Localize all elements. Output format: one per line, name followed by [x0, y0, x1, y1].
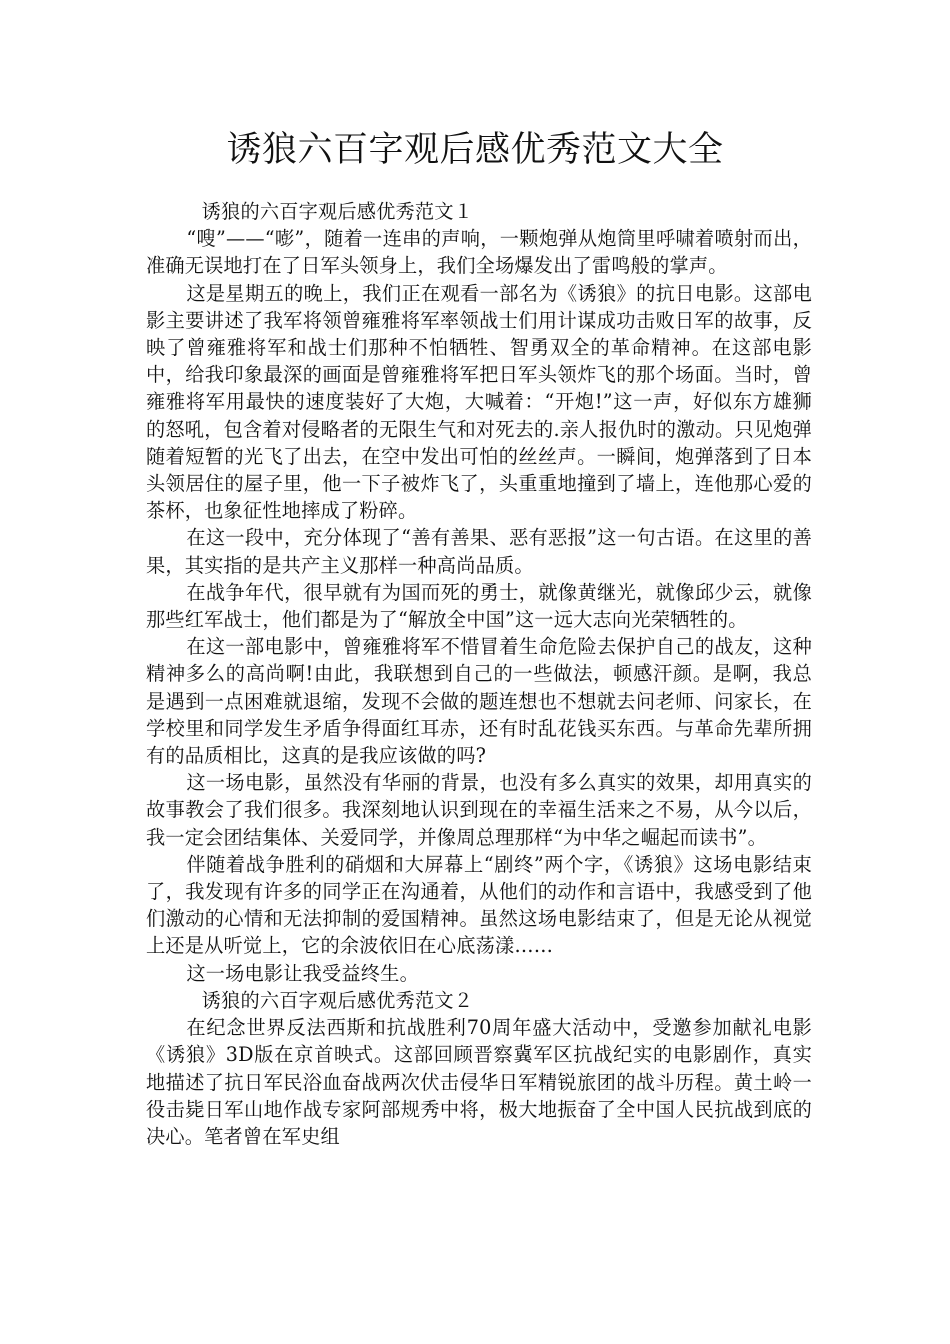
- paragraph-1-5: 在这一部电影中，曾雍雅将军不惜冒着生命危险去保护自己的战友，这种精神多么的高尚啊!由此，我联想到自己的一些做法，顿感汗颜。是啊，我总是遇到一点困难就退缩，发现不会做的题连想也不想就去问老师、问家长，在学校里和同学发生矛盾争得面红耳赤，还有时乱花钱买东西。与革命先辈所拥有的品质相比，这真的是我应该做的吗?: [146, 635, 812, 768]
- paragraph-1-7: 伴随着战争胜利的硝烟和大屏幕上“剧终”两个字，《诱狼》这场电影结束了，我发现有许多的同学正在沟通着，从他们的动作和言语中，我感受到了他们激动的心情和无法抑制的爱国精神。虽然这场电影结束了，但是无论从视觉上还是从听觉上，它的余波依旧在心底荡漾……: [146, 852, 812, 958]
- paragraph-1-1: “嗖”——“嘭”，随着一连串的声响，一颗炮弹从炮筒里呼啸着喷射而出，准确无误地打在了日军头领身上，我们全场爆发出了雷鸣般的掌声。: [146, 227, 812, 278]
- paragraph-1-2: 这是星期五的晚上，我们正在观看一部名为《诱狼》的抗日电影。这部电影主要讲述了我军将领曾雍雅将军率领战士们用计谋成功击败日军的故事，反映了曾雍雅将军和战士们那种不怕牺牲、智勇双全的革命精神。在这部电影中，给我印象最深的画面是曾雍雅将军把日军头领炸飞的那个场面。当时，曾雍雅将军用最快的速度装好了大炮，大喊着：“开炮!”这一声，好似东方雄狮的怒吼，包含着对侵略者的无限生气和对死去的.亲人报仇时的激动。只见炮弹随着短暂的光飞了出去，在空中发出可怕的丝丝声。一瞬间，炮弹落到了日本头领居住的屋子里，他一下子被炸飞了，头重重地撞到了墙上，连他那心爱的茶杯，也象征性地摔成了粉碎。: [146, 281, 812, 523]
- section-heading-2: 诱狼的六百字观后感优秀范文２: [201, 988, 474, 1012]
- page-title: 诱狼六百字观后感优秀范文大全: [226, 130, 724, 170]
- paragraph-1-4: 在战争年代，很早就有为国而死的勇士，就像黄继光，就像邱少云，就像那些红军战士，他们都是为了“解放全中国”这一远大志向光荣牺牲的。: [146, 580, 812, 632]
- paragraph-1-8: 这一场电影让我受益终生。: [186, 961, 419, 985]
- section-heading-1: 诱狼的六百字观后感优秀范文１: [201, 200, 474, 223]
- paragraph-2-1: 在纪念世界反法西斯和抗战胜利70周年盛大活动中，受邀参加献礼电影《诱狼》3D版在京首映式。这部回顾晋察冀军区抗战纪实的电影剧作，真实地描述了抗日军民浴血奋战两次伏击侵华日军精锐旅团的战斗历程。黄土岭一役击毙日军山地作战专家阿部规秀中将，极大地振奋了全中国人民抗战到底的决心。笔者曾在军史组: [146, 1016, 812, 1148]
- paragraph-1-6: 这一场电影，虽然没有华丽的背景，也没有多么真实的效果，却用真实的故事教会了我们很多。我深刻地认识到现在的幸福生活来之不易，从今以后，我一定会团结集体、关爱同学，并像周总理那样“为中华之崛起而读书”。: [146, 771, 812, 849]
- document-body: [146, 198, 812, 1150]
- paragraph-1-3: 在这一段中，充分体现了“善有善果、恶有恶报”这一句古语。在这里的善果，其实指的是共产主义那样一种高尚品质。: [146, 526, 812, 577]
